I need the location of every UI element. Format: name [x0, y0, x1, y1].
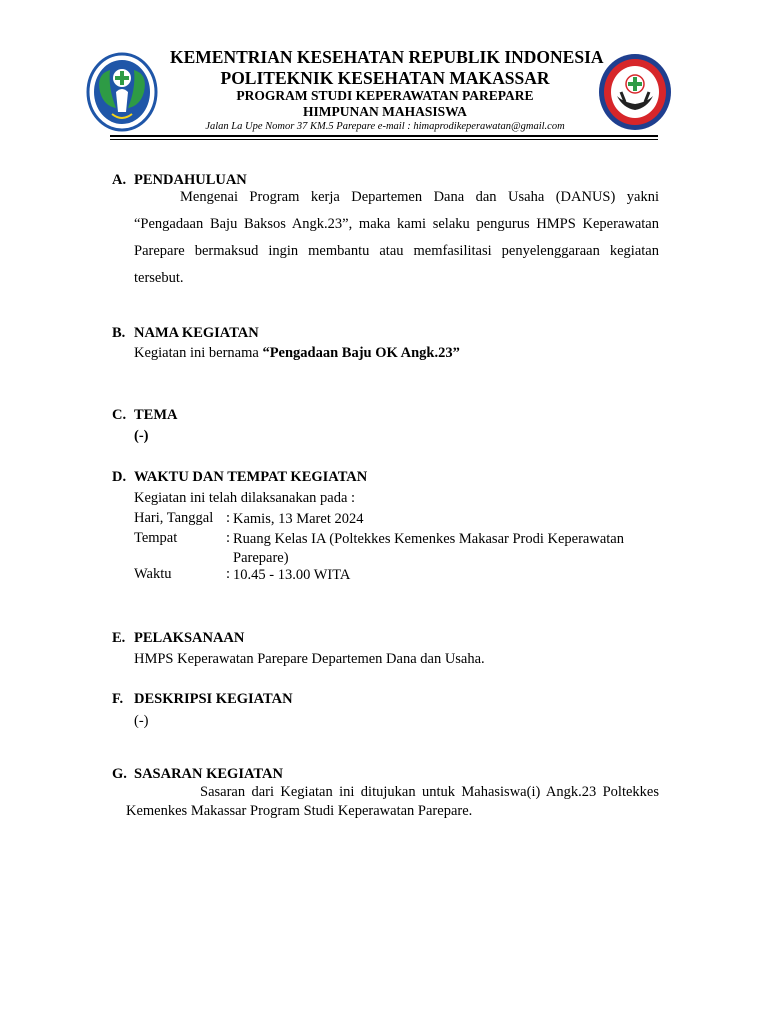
- section-c-heading: [112, 407, 178, 424]
- section-title: WAKTU DAN TEMPAT KEGIATAN: [134, 469, 368, 485]
- header-program: PROGRAM STUDI KEPERAWATAN PAREPARE: [236, 88, 534, 103]
- header-institution: POLITEKNIK KESEHATAN MAKASSAR: [220, 68, 550, 88]
- schedule-value: Kamis, 13 Maret 2024: [233, 511, 364, 527]
- section-g-text: Sasaran dari Kegiatan ini ditujukan untuk Mahasiswa(i) Angk.23 Poltekkes Kemenkes Makassar Program Studi Keperawatan Parepare.: [126, 784, 659, 819]
- section-f-heading: [112, 691, 293, 708]
- section-title: PENDAHULUAN: [134, 172, 247, 188]
- section-f-text: (-): [134, 713, 149, 729]
- activity-name: “Pengadaan Baju OK Angk.23”: [262, 345, 460, 361]
- schedule-colon: :: [226, 566, 231, 582]
- section-letter: F.: [112, 691, 124, 707]
- section-a-text: Mengenai Program kerja Departemen Dana dan Usaha (DANUS) yakni “Pengadaan Baju Baksos Angk.23”, maka kami selaku pengurus HMPS Keperawatan Parepare bermaksud ingin membantu atau memfasilitasi penyelenggaraan kegiatan tersebut.: [134, 189, 659, 286]
- section-letter: A.: [112, 172, 127, 188]
- schedule-value: Ruang Kelas IA (Poltekkes Kemenkes Makasar Prodi Keperawatan Parepare): [233, 531, 624, 566]
- header-address: Jalan La Upe Nomor 37 KM.5 Parepare e-mail : himaprodikeperawatan@gmail.com: [205, 121, 565, 132]
- section-title: PELAKSANAAN: [134, 630, 245, 646]
- section-letter: C.: [112, 407, 127, 423]
- section-title: SASARAN KEGIATAN: [134, 766, 283, 782]
- hmps-logo-right: [597, 52, 673, 132]
- section-letter: G.: [112, 766, 127, 782]
- header-organization: HIMPUNAN MAHASISWA: [303, 104, 467, 119]
- nursing-emblem-icon: [597, 52, 673, 132]
- poltekkes-emblem-icon: [86, 52, 158, 132]
- section-e-text: HMPS Keperawatan Parepare Departemen Dana dan Usaha.: [134, 651, 485, 667]
- activity-name-prefix: Kegiatan ini bernama: [134, 345, 263, 361]
- section-letter: B.: [112, 325, 126, 341]
- section-letter: E.: [112, 630, 126, 646]
- section-title: TEMA: [134, 407, 178, 423]
- section-title: NAMA KEGIATAN: [134, 325, 259, 341]
- schedule-label: Waktu: [134, 566, 172, 582]
- section-d-heading: [112, 469, 367, 486]
- header-divider-thick: [110, 135, 658, 137]
- section-b-text: [134, 345, 460, 362]
- header-ministry: KEMENTRIAN KESEHATAN REPUBLIK INDONESIA: [170, 47, 604, 67]
- section-c-text: (-): [134, 428, 149, 444]
- section-d-intro: Kegiatan ini telah dilaksanakan pada :: [134, 490, 356, 506]
- schedule-label: Tempat: [134, 530, 178, 546]
- section-letter: D.: [112, 469, 127, 485]
- schedule-label: Hari, Tanggal: [134, 510, 214, 526]
- section-title: DESKRIPSI KEGIATAN: [134, 691, 293, 707]
- schedule-colon: :: [226, 530, 231, 546]
- section-g-heading: [112, 766, 283, 783]
- section-e-heading: [112, 630, 244, 647]
- header-divider-thin: [110, 139, 658, 140]
- schedule-value: 10.45 - 13.00 WITA: [233, 567, 351, 583]
- schedule-colon: :: [226, 510, 231, 526]
- section-b-heading: [112, 325, 259, 342]
- poltekkes-logo-left: [86, 52, 158, 132]
